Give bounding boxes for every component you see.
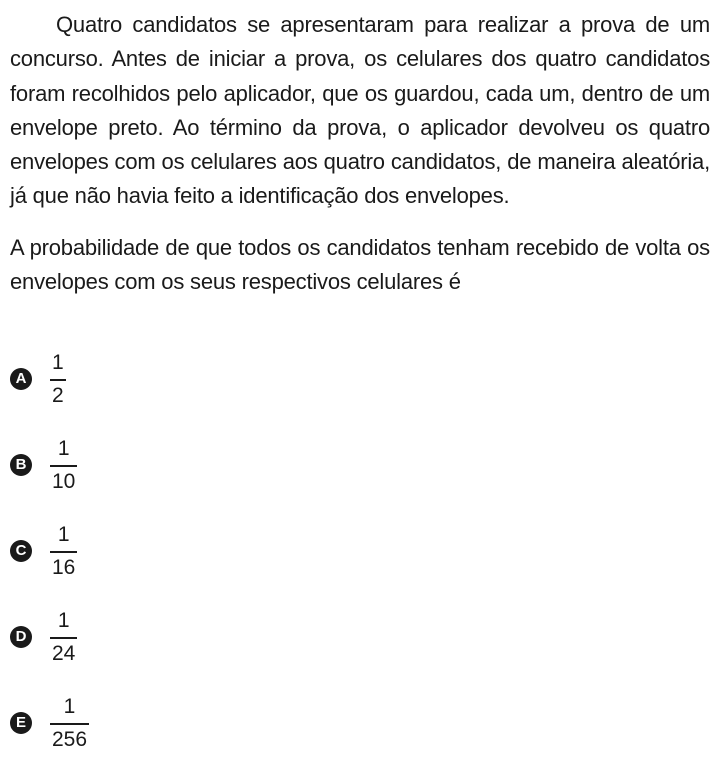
fraction-bar (50, 465, 77, 467)
option-letter-badge: C (10, 540, 32, 562)
question-prompt: A probabilidade de que todos os candidatos tenham recebido de volta os envelopes com os seus respectivos celulares é (10, 234, 710, 294)
option-b[interactable] (10, 436, 310, 522)
option-c[interactable] (10, 522, 310, 608)
fraction-denominator: 10 (52, 469, 76, 493)
option-letter-badge: E (10, 712, 32, 734)
fraction (50, 608, 77, 667)
question-paragraph: Quatro candidatos se apresentaram para realizar a prova de um concurso. Antes de iniciar a prova, os celulares dos quatro candidatos foram recolhidos pelo aplicador, que os guardou, cada um, dentro de um envelope preto. Ao término da prova, o aplicador devolveu os quatro envelopes com os celulares aos quatro candidatos, de maneira aleatória, já que não havia feito a identificação dos envelopes. (10, 12, 710, 209)
fraction-denominator: 256 (52, 727, 88, 751)
fraction-denominator: 2 (52, 383, 64, 407)
fraction-bar (50, 551, 77, 553)
option-letter-badge: B (10, 454, 32, 476)
option-letter-badge: D (10, 626, 32, 648)
fraction-bar (50, 723, 89, 725)
fraction-numerator: 1 (57, 523, 70, 546)
fraction-denominator: 24 (52, 641, 76, 665)
option-letter-badge: A (10, 368, 32, 390)
fraction (50, 350, 66, 409)
question-text (10, 8, 710, 299)
fraction-numerator: 1 (57, 437, 70, 460)
answer-options (10, 350, 310, 780)
option-d[interactable] (10, 608, 310, 694)
fraction-numerator: 1 (52, 351, 64, 374)
fraction (50, 436, 77, 495)
fraction-numerator: 1 (57, 609, 70, 632)
fraction (50, 522, 77, 581)
fraction-bar (50, 379, 66, 381)
fraction (50, 694, 89, 753)
option-a[interactable] (10, 350, 310, 436)
fraction-bar (50, 637, 77, 639)
option-e[interactable] (10, 694, 310, 780)
fraction-numerator: 1 (63, 695, 76, 718)
fraction-denominator: 16 (52, 555, 76, 579)
